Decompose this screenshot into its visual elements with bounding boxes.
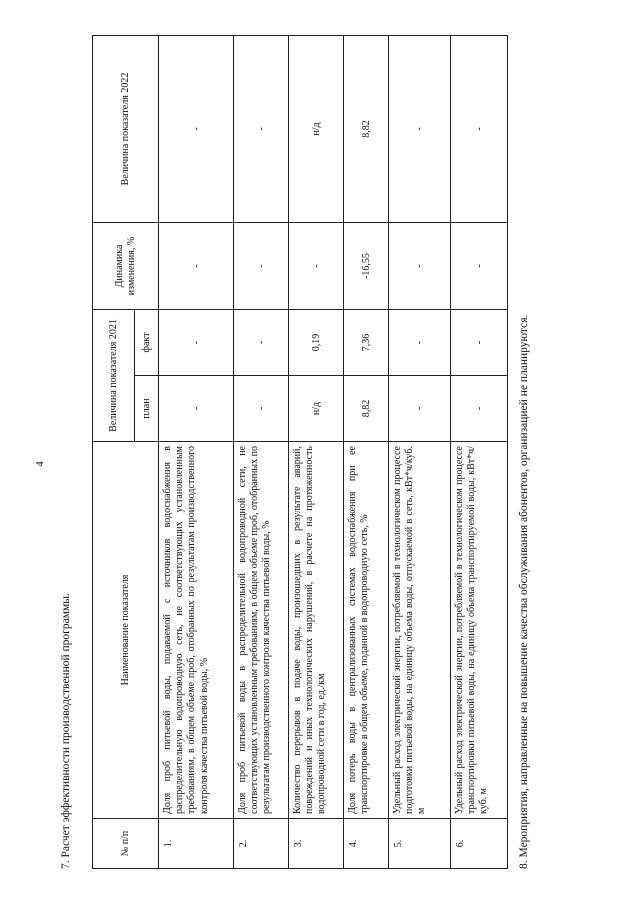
row-name: Количество перерывов в подаче воды, произошедших в результате аварий, повреждений и иных технологических нарушений, в расчете на протяженность водопроводной сети в год, ед./км: [289, 442, 344, 819]
header-plan: план: [135, 376, 159, 442]
row-dynamics: -: [159, 223, 234, 310]
row-plan: н/д: [289, 376, 344, 442]
row-fact: 7,36: [344, 310, 389, 376]
header-num: № п/п: [93, 819, 159, 869]
row-plan: 8,82: [344, 376, 389, 442]
page-number: 4: [34, 461, 46, 467]
table-row: [451, 36, 508, 869]
header-value-2021: Величина показателя 2021: [93, 310, 135, 442]
table-row: [389, 36, 451, 869]
row-dynamics: -: [289, 223, 344, 310]
row-value-2022: -: [389, 36, 451, 223]
row-num: 2.: [234, 819, 289, 869]
row-fact: -: [451, 310, 508, 376]
header-fact: факт: [135, 310, 159, 376]
row-value-2022: -: [451, 36, 508, 223]
row-dynamics: -16,55: [344, 223, 389, 310]
table-row: [159, 36, 234, 869]
row-num: 1.: [159, 819, 234, 869]
performance-table: [92, 35, 508, 869]
table-row: [344, 36, 389, 869]
row-name: Доля проб питьевой воды, подаваемой с источников водоснабжения в распределительную водопроводную сеть, не соответствующих установленным требованиям, в общем объеме проб, отобранных по результатам производственного контроля качества питьевой воды, %: [159, 442, 234, 819]
row-fact: 0,19: [289, 310, 344, 376]
row-fact: -: [389, 310, 451, 376]
section-heading: 7. Расчет эффективности производственной программы.: [60, 593, 72, 869]
footnote: 8. Мероприятия, направленные на повышение качества обслуживания абонентов, организацией не планируются.: [518, 314, 530, 869]
row-num: 4.: [344, 819, 389, 869]
row-plan: -: [234, 376, 289, 442]
row-dynamics: -: [451, 223, 508, 310]
row-num: 5.: [389, 819, 451, 869]
header-dynamics: Динамика изменения, %: [93, 223, 159, 310]
row-name: Доля потерь воды в централизованных системах водоснабжения при ее транспортировке в общем объеме, поданной в водопроводную сеть, %: [344, 442, 389, 819]
row-plan: -: [389, 376, 451, 442]
table-row: [289, 36, 344, 869]
row-num: 6.: [451, 819, 508, 869]
row-dynamics: -: [234, 223, 289, 310]
row-plan: -: [451, 376, 508, 442]
row-plan: -: [159, 376, 234, 442]
row-name: Удельный расход электрической энергии, потребляемой в технологическом процессе транспортировки питьевой воды, на единицу объема транспортируемой воды, кВт*ч/куб. м: [451, 442, 508, 819]
row-name: Удельный расход электрической энергии, потребляемой в технологическом процессе подготовки питьевой воды, на единицу объема воды, отпускаемой в сеть, кВт*ч/куб. м: [389, 442, 451, 819]
row-fact: -: [234, 310, 289, 376]
row-name: Доля проб питьевой воды в распределительной водопроводной сети, не соответствующих установленным требованиям, в общем объеме проб, отобранных по результатам производственного контроля качества питьевой воды, %: [234, 442, 289, 819]
row-value-2022: н/д: [289, 36, 344, 223]
row-num: 3.: [289, 819, 344, 869]
header-value-2022: Величина показателя 2022: [93, 36, 159, 223]
row-value-2022: -: [159, 36, 234, 223]
row-dynamics: -: [389, 223, 451, 310]
row-value-2022: 8,82: [344, 36, 389, 223]
header-name: Наименование показателя: [93, 442, 159, 819]
row-value-2022: -: [234, 36, 289, 223]
table-row: [234, 36, 289, 869]
row-fact: -: [159, 310, 234, 376]
